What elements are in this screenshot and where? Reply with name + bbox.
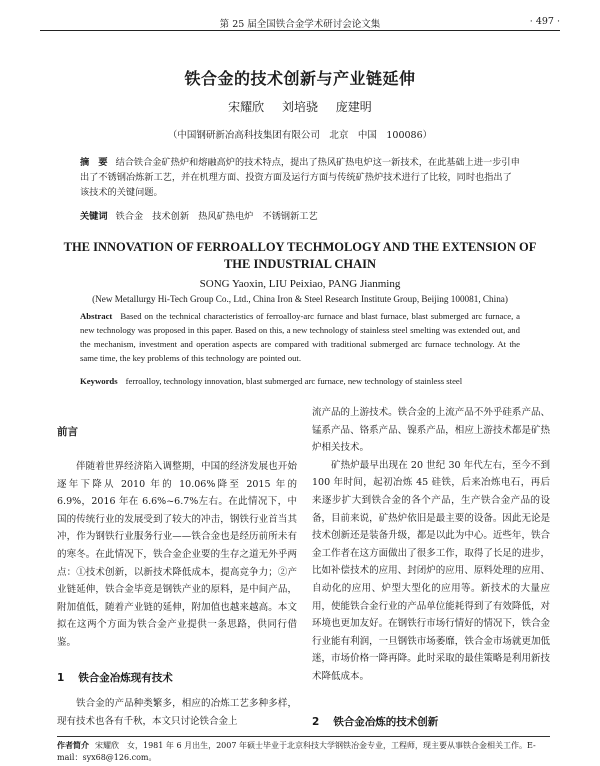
section-1-body [57,695,297,730]
keywords-label-cn: 关键词 [80,211,108,222]
author-footnote [57,736,550,764]
keywords-text-en: ferroalloy, technology innovation, blast submerged arc furnace, new technology of stainless steel [125,376,463,386]
authors-chinese: 宋耀欣 刘培骁 庞建明 [228,100,372,114]
running-header [40,14,560,31]
section-1-paragraph: 铁合金的产品种类繁多，相应的冶炼工艺多种多样，现有技术也各有千秋，本文只讨论铁合金上 [57,698,297,727]
section-heading-intro: 前言 [57,426,78,438]
right-column-body [312,404,550,686]
footnote-text: 宋耀欣 女，1981 年 6 月出生，2007 年硕士毕业于北京科技大学钢铁冶金专业，工程师，现主要从事铁合金相关工作。E-mail：syx68@126.com。 [57,741,536,762]
keywords-text-cn: 铁合金 技术创新 热风矿热电炉 不锈钢新工艺 [115,211,318,222]
section-1-title: 铁合金冶炼现有技术 [78,672,173,684]
keywords-english [80,376,520,386]
authors-english: SONG Yaoxin, LIU Peixiao, PANG Jianming [199,278,401,290]
conference-name: 第 25 届全国铁合金学术研讨会论文集 [219,19,381,30]
abstract-text-cn: 结合铁合金矿热炉和熔融高炉的技术特点，提出了热风矿热电炉这一新技术，在此基础上进一步引申出了不锈钢冶炼新工艺，并在机理方面、投资方面及运行方面与传统矿热炉技术进行了比较，同时也指出了该技术的关键问题。 [80,157,520,198]
keywords-label-en: Keywords [80,376,118,386]
title-chinese: 铁合金的技术创新与产业链延伸 [184,69,416,88]
affiliation-english: (New Metallurgy Hi-Tech Group Co., Ltd., China Iron & Steel Research Institute Group, Beijing 100081, China) [92,294,508,304]
page-number: · 497 · [529,16,560,27]
abstract-label-cn: 摘 要 [80,157,108,168]
abstract-english [80,309,520,365]
section-2-title: 铁合金冶炼的技术创新 [333,716,439,728]
title-english: THE INNOVATION OF FERROALLOY TECHMOLOGY AND THE EXTENSION OF THE INDUSTRIAL CHAIN [63,240,537,271]
abstract-label-en: Abstract [80,311,113,321]
section-heading-1 [57,670,173,685]
affiliation-chinese: （中国钢研新冶高科技集团有限公司 北京 中国 100086） [167,130,433,141]
right-paragraph-2: 矿热炉最早出现在 20 世纪 30 年代左右，至今不到 100 年时间，起初冶炼 45 硅铁，后来冶炼电石，再后来逐步扩大到铁合金的各个产品，生产铁合金产品的设备，目前来说，矿热炉依旧是最主要的设备。因此无论是技术创新还是装备升级，都是以此为中心。近些年，铁合金工作者在这方面做出了很多工作，取得了长足的进步，比如补偿技术的应用、封闭炉的应用、原料处理的应用、自动化的应用、炉型大型化的应用等。新技术的大量应用，使能铁合金行业的产品单位能耗得到了有效降低，对环境也更加友好。在钢铁行市场行情好的情况下，铁合金行业能有利润，一旦钢铁市场萎靡，铁合金市场就更加低迷，市场价格一降再降。此时采取的最佳策略是利用新技术降低成本。 [312,459,550,682]
section-1-number: 1 [57,672,65,684]
abstract-text-en: Based on the technical characteristics of ferroalloy-arc furnace and blast furnace, blast submerged arc furnace, a new technology was proposed in this paper. Based on this, a new technology of stainless steel smelting was extended out, and the mechanism, investment and operation aspects are compared with traditional submerged arc furnace technology. At the same time, the key problems of this technology are pointed out. [80,311,520,363]
keywords-chinese [80,208,520,222]
section-2-number: 2 [312,716,320,728]
footnote-label: 作者简介 [57,741,89,750]
intro-body [57,458,297,652]
right-paragraph-continued: 流产品的上游技术。铁合金的上流产品不外乎硅系产品、锰系产品、铬系产品、镍系产品，相应上游技术都是矿热炉相关技术。 [312,407,550,454]
abstract-chinese [80,155,520,200]
intro-paragraph: 伴随着世界经济陷入调整期，中国的经济发展也开始逐年下降从 2010 年的 10.06%降至 2015 年的 6.9%，2016 年在 6.6%~6.7%左右。在此情况下，中国的传统行业的发展受到了较大的冲击，钢铁行业首当其冲，作为钢铁行业服务行业——铁合金也是经历前所未有的寒冬。在此情况下，铁合金企业要的生存之道无外乎两点：①技术创新，以新技术降低成本，提高竞争力；②产业链延伸，铁合金毕竟是钢铁产业的原料，是中间产品，附加值低，随着产业链的延伸，附加值也越来越高。本文拟在这两个方面为铁合金产业提供一条思路，供同行借鉴。 [57,461,297,648]
section-heading-2 [312,714,438,729]
